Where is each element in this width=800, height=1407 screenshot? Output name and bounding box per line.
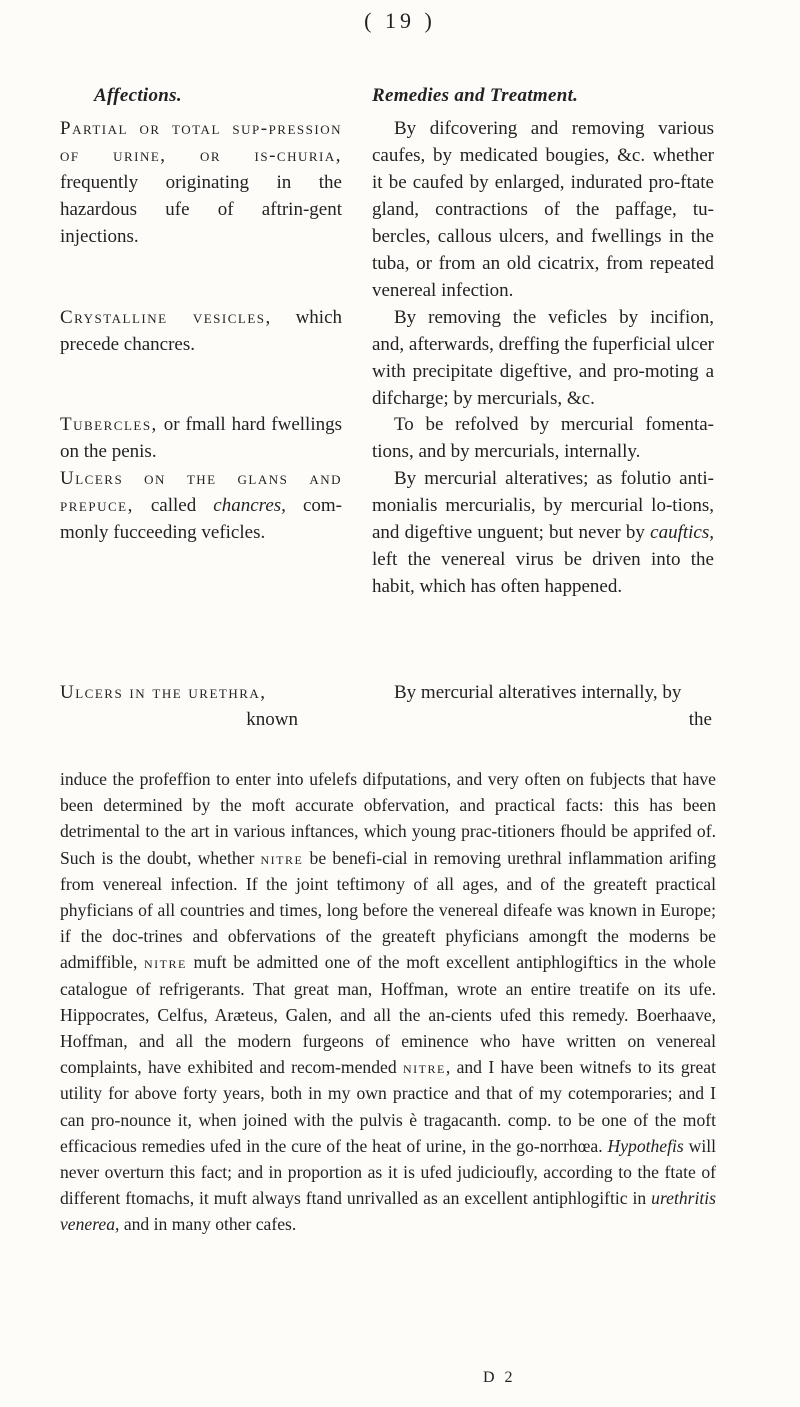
remedy-entry-chancres <box>372 465 714 600</box>
affection-description: known <box>246 709 298 730</box>
remedy-description: By difcovering and removing various caufes, by medicated bougies, &c. whether it be caufed by enlarged, indurated pro-ftate gland, contractions of the paffage, tu-bercles, callous ulcers, and fwellings in the tuba, or from an old cicatrix, from repeated venereal infection. <box>372 118 714 301</box>
body-text: , and I have been witnefs to its great utility for above forty years, both in my own practice and that of my cotemporaries; and I can pro-nounce it, when joined with the pulvis è tragacanth. comp. to be one of the moft efficacious remedies ufed in the cure of the heat of urine, in the go-norrhœa. <box>60 1057 716 1156</box>
body-term-nitre: nitre <box>260 847 304 868</box>
remedy-entry-vesicles <box>372 304 714 412</box>
affection-term: Partial or total sup-pression of urine, or is-churia, <box>60 118 342 166</box>
body-term-urethritis: urethritis venerea <box>60 1188 716 1235</box>
remedy-description: To be refolved by mercurial fomenta-tions, and by mercurials, internally. <box>372 414 714 462</box>
affection-entry-tubercles <box>60 411 342 465</box>
remedy-entry-urethra <box>372 679 714 733</box>
affection-entry-chancres <box>60 465 342 546</box>
affection-entry-vesicles <box>60 304 342 358</box>
remedy-term-caustics: cauftics, <box>650 522 714 543</box>
affection-description: which precede chancres. <box>60 307 342 355</box>
remedy-description-b: left the venereal virus be driven into the habit, which has often happened. <box>372 549 714 597</box>
remedy-description: By removing the veficles by incifion, and, afterwards, dreffing the fuperficial ulcer with precipitate digeftive, and pro-moting a difcharge; by mercurials, &c. <box>372 307 715 409</box>
remedy-description: By mercurial alteratives internally, by <box>394 682 682 703</box>
affection-description: or fmall hard fwellings on the penis. <box>60 414 342 462</box>
page-number: ( 19 ) <box>364 8 436 33</box>
body-text: induce the profeffion to enter into ufelefs difputations, and very often on fubjects that have been determined by the moft accurate obfervation, and practical facts: this has been detrimental to the art in various inftances, which young prac-titioners fhould be apprifed of. Such is the doubt, whether <box>60 769 716 868</box>
affection-term: Tubercles, <box>60 414 158 435</box>
affection-entry-ischuria <box>60 115 342 250</box>
body-term-nitre: nitre <box>144 952 187 973</box>
column-heading-affections: Affections. <box>94 85 182 106</box>
catchword: the <box>688 709 712 730</box>
affection-term: Ulcers on the glans and prepuce, <box>60 468 342 516</box>
body-term-hypothesis: Hypothefis <box>607 1135 684 1156</box>
column-heading-remedies: Remedies and Treatment. <box>372 85 579 106</box>
affection-description: frequently originating in the hazardous ufe of aftrin-gent injections. <box>60 172 342 247</box>
affection-term: Ulcers in the urethra, <box>60 682 267 703</box>
affection-term-chancres: chancres, <box>213 495 286 516</box>
body-paragraph <box>60 766 716 1238</box>
remedy-entry-ischuria <box>372 115 714 304</box>
affection-description-pre: called <box>150 495 197 516</box>
remedy-entry-tubercles <box>372 411 714 465</box>
remedy-description-a: By mercurial alteratives; as folutio anti-monialis mercurialis, by mercurial lo-tions, and digeftive unguent; but never by <box>372 468 714 543</box>
affection-entry-urethra <box>60 679 342 733</box>
body-text: will never overturn this fact; and in proportion as it is ufed judicioufly, according to the ftate of different ftomachs, it muft always ftand unrivalled as an excellent antiphlogiftic in <box>60 1135 716 1209</box>
signature-mark: D 2 <box>483 1369 516 1386</box>
body-text: , and in many other cafes. <box>115 1214 297 1235</box>
affection-term: Crystalline vesicles, <box>60 307 272 328</box>
body-text: be benefi-cial in removing urethral inflammation arifing from venereal infection. If the joint teftimony of all ages, and of the greateft practical phyficians of all countries and times, long before the venereal difeafe was known in Europe; if the doc-trines and obfervations of the greateft phyficians amongft the moderns be admiffible, <box>60 847 717 973</box>
body-text: muft be admitted one of the moft excellent antiphlogiftics in the whole catalogue of refrigerants. That great man, Hoffman, wrote an entire treatife on its ufe. Hippocrates, Celfus, Aræteus, Galen, and all the an-cients ufed this remedy. Boerhaave, Hoffman, and all the modern furgeons of eminence who have written on venereal complaints, have exhibited and recom-mended <box>60 952 716 1078</box>
body-term-nitre: nitre <box>402 1057 446 1078</box>
affection-description: com-monly fucceeding veficles. <box>60 495 343 543</box>
